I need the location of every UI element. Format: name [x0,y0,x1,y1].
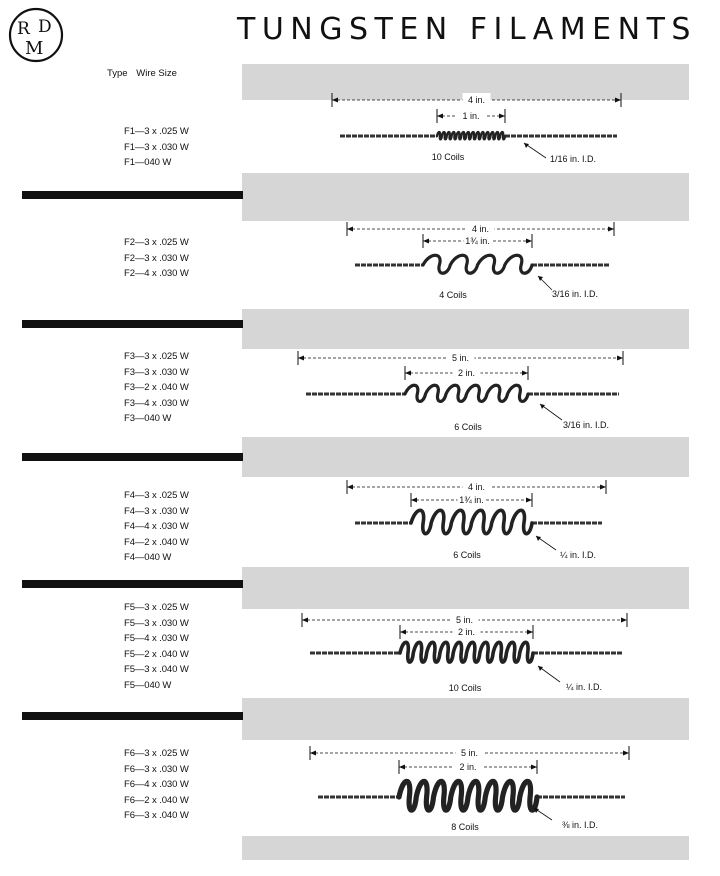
type-entry: F2—3 x .030 W [124,252,189,264]
filament-3-overall-dimension-label: 5 in. [451,353,470,363]
page-title: TUNGSTEN FILAMENTS [237,12,697,47]
filament-5-overall-dimension-arrow-left [302,618,308,623]
filament-5-overall-dimension-arrow-right [621,618,627,623]
type-entry: F5—040 W [124,679,172,691]
filament-6-coil [399,781,537,810]
type-entry: F1—040 W [124,157,172,168]
filament-3-id-arrow [540,404,545,409]
logo-letter-m: M [25,38,44,59]
type-entry: F4—040 W [124,552,172,563]
filament-5-coil-dimension-arrow-left [400,630,406,635]
filament-6-overall-dimension-label: 5 in. [460,748,479,758]
type-entry: F6—3 x .030 W [124,763,189,775]
filament-5-coil-count: 10 Coils [448,683,482,693]
filament-4-overall-dimension-arrow-left [347,485,353,490]
filament-6-inner-diameter: ⅜ in. I.D. [562,820,599,830]
filament-1-coil-dimension-arrow-right [499,114,505,119]
filament-6-overall-dimension-arrow-right [623,751,629,756]
filament-4-inner-diameter: ¼ in. I.D. [560,550,597,560]
filament-6-overall-dimension-arrow-left [310,751,316,756]
filament-2-inner-diameter: 3/16 in. I.D. [552,289,599,299]
type-entry: F6—2 x .040 W [124,794,189,806]
type-entry: F1—3 x .030 W [124,141,189,153]
filament-5-id-arrow [538,666,543,671]
filament-1-overall-dimension-arrow-left [332,98,338,103]
filament-3-coil-dimension-arrow-left [405,371,411,376]
type-entry: F5—4 x .030 W [124,633,189,644]
filament-5-coil [400,642,533,662]
filament-2-coil-dimension-arrow-right [526,239,532,244]
type-entry: F3—4 x .030 W [124,397,189,409]
filament-3-coil-dimension-label: 2 in. [457,368,476,378]
filament-4-coil-dimension-label: 1¾ in. [459,495,484,505]
filament-6-coil-dimension-arrow-left [399,765,405,770]
filament-2-coil [423,255,532,273]
filament-1-coil-dimension-arrow-left [437,114,443,119]
type-entry: F5—3 x .025 W [124,602,189,613]
type-entry: F2—4 x .030 W [124,268,189,279]
filament-5-overall-dimension-label: 5 in. [455,615,474,625]
filament-2-coil-dimension-label: 1¾ in. [465,236,490,246]
type-entry: F5—3 x .040 W [124,664,189,675]
logo-letter-d: D [38,17,52,37]
filament-2-coil-count: 4 Coils [439,290,467,300]
type-entry: F3—040 W [124,413,172,424]
filament-5-coil-dimension-label: 2 in. [457,627,476,637]
type-entry: F3—3 x .030 W [124,366,189,378]
filament-3-overall-dimension-arrow-left [298,356,304,361]
logo-letter-r: R [17,19,30,39]
wire-size-column-header: Wire Size [136,68,177,79]
type-entry: F6—3 x .040 W [124,810,189,821]
filament-1-overall-dimension-arrow-right [615,98,621,103]
type-entry: F4—2 x .040 W [124,536,189,548]
filament-3-inner-diameter: 3/16 in. I.D. [563,420,610,430]
type-entry: F5—3 x .030 W [124,617,189,629]
type-entry: F2—3 x .025 W [124,237,189,248]
filament-4-coil-dimension-arrow-right [526,498,532,503]
filament-2-overall-dimension-arrow-right [608,227,614,232]
type-entry: F3—3 x .025 W [124,351,189,362]
filament-1-coil-count: 10 Coils [431,152,465,162]
filament-1-coil-dimension-label: 1 in. [462,111,480,121]
filament-3-overall-dimension-arrow-right [617,356,623,361]
type-entry: F1—3 x .025 W [124,126,189,137]
filament-1-inner-diameter: 1/16 in. I.D. [550,154,597,164]
filament-2-coil-dimension-arrow-left [423,239,429,244]
filament-5-coil-dimension-arrow-right [527,630,533,635]
filament-4-coil-dimension-arrow-left [411,498,417,503]
filament-3-coil [405,385,528,401]
filament-4-overall-dimension-arrow-right [600,485,606,490]
filament-1-coil [437,132,505,139]
type-entry: F6—3 x .025 W [124,748,189,759]
type-entry: F3—2 x .040 W [124,382,189,393]
filament-4-coil-count: 6 Coils [453,550,481,560]
filament-6-coil-dimension-arrow-right [531,765,537,770]
type-entry: F6—4 x .030 W [124,779,189,790]
filament-1-overall-dimension-label: 4 in. [467,95,486,105]
type-entry: F4—3 x .030 W [124,505,189,517]
filament-3-coil-count: 6 Coils [454,422,482,432]
filament-6-coil-count: 8 Coils [451,822,479,832]
filament-2-overall-dimension-label: 4 in. [471,224,490,234]
type-entry: F4—3 x .025 W [124,490,189,501]
filament-6-coil-dimension-label: 2 in. [459,762,477,772]
filament-4-overall-dimension-label: 4 in. [467,482,486,492]
type-entry: F5—2 x .040 W [124,648,189,660]
type-column-header: Type [107,68,128,79]
type-entry: F4—4 x .030 W [124,521,189,532]
filament-2-overall-dimension-arrow-left [347,227,353,232]
filament-3-coil-dimension-arrow-right [522,371,528,376]
filament-5-inner-diameter: ¼ in. I.D. [566,682,603,692]
filament-4-coil [411,510,532,533]
